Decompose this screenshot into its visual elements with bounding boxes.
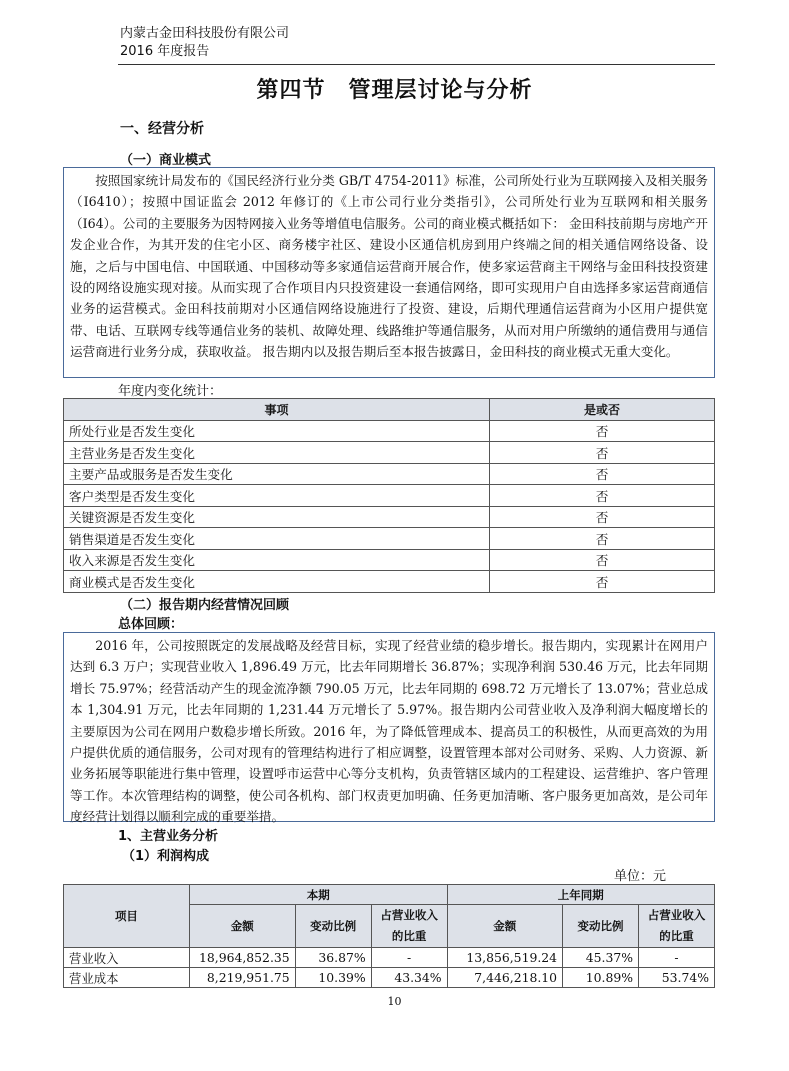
profit-cell-item: 营业收入 [64, 948, 190, 968]
change-item-cell: 商业模式是否发生变化 [64, 571, 490, 593]
change-table-header [64, 399, 715, 421]
col-header-cur-amount: 金额 [189, 905, 295, 948]
business-model-box [63, 167, 715, 378]
profit-heading: （1）利润构成 [122, 849, 210, 864]
page-number: 10 [387, 995, 402, 1008]
col-header-item: 项目 [64, 885, 190, 948]
page-title: 第四节 管理层讨论与分析 [256, 78, 533, 103]
change-value-cell: 否 [490, 549, 715, 571]
col-header-pri-amount: 金额 [447, 905, 562, 948]
change-table [63, 398, 715, 593]
profit-cell-cur-amount: 18,964,852.35 [189, 948, 295, 968]
profit-table-group-header [64, 885, 715, 905]
profit-cell-pri-share: 53.74% [639, 968, 715, 988]
table-row [64, 571, 715, 593]
profit-cell-cur-share: 43.34% [371, 968, 447, 988]
col-header-item: 事项 [64, 399, 490, 421]
change-item-cell: 客户类型是否发生变化 [64, 485, 490, 507]
change-item-cell: 主营业务是否发生变化 [64, 442, 490, 464]
subsection-heading-business-model: （一）商业模式 [120, 153, 212, 168]
profit-cell-pri-amount: 7,446,218.10 [447, 968, 562, 988]
col-group-prior: 上年同期 [447, 885, 714, 905]
profit-cell-cur-share: - [371, 948, 447, 968]
profit-cell-pri-amount: 13,856,519.24 [447, 948, 562, 968]
profit-cell-pri-change: 45.37% [563, 948, 639, 968]
table-row [64, 506, 715, 528]
table-row [64, 442, 715, 464]
section-heading: 一、经营分析 [120, 121, 204, 137]
change-value-cell: 否 [490, 571, 715, 593]
overview-text: 2016 年，公司按照既定的发展战略及经营目标，实现了经营业绩的稳步增长。报告期内，实现累计在网用户达到 6.3 万户；实现营业收入 1,896.49 万元，比去年同期增长 36.87%；实现净利润 530.46 万元，比去年同期增长 75.97%；经营活动产生的现金流净额 790.05 万元，比去年同期的 698.72 万元增长了 13.07%；营业总成本 1,304.91 万元，比去年同期的 1,231.44 万元增长了 5.97%。报告期内公司营业收入及净利润大幅度增长的主要原因为公司在网用户数稳步增长所致。2016 年，为了降低管理成本、提高员工的积极性，从而更高效的为用户提供优质的通信服务，公司对现有的管理结构进行了相应调整，设置管理本部对公司财务、采购、人力资源、新业务拓展等职能进行集中管理，设置呼市运营中心等分支机构，负责管辖区域内的工程建设、运营维护、客户管理等工作。本次管理结构的调整，使公司各机构、部门权责更加明确、任务更加清晰、客户服务更加高效，是公司年度经营计划得以顺利完成的重要举措。 [70, 638, 708, 825]
change-value-cell: 否 [490, 420, 715, 442]
profit-cell-cur-amount: 8,219,951.75 [189, 968, 295, 988]
col-group-current: 本期 [189, 885, 447, 905]
profit-table [63, 884, 715, 988]
overview-box [63, 632, 715, 825]
change-item-cell: 关键资源是否发生变化 [64, 506, 490, 528]
profit-cell-pri-share: - [639, 948, 715, 968]
overview-label: 总体回顾： [118, 617, 184, 632]
col-header-pri-share: 占营业收入的比重 [639, 905, 715, 948]
profit-cell-item: 营业成本 [64, 968, 190, 988]
col-header-cur-share: 占营业收入的比重 [371, 905, 447, 948]
business-model-text: 按照国家统计局发布的《国民经济行业分类 GB/T 4754-2011》标准，公司所处行业为互联网接入及相关服务（I6410）；按照中国证监会 2012 年修订的《上市公司行业分类指引》，公司所处行业为互联网和相关服务（I64）。公司的主要服务为因特网接入业务等增值电信服务。公司的商业模式概括如下： 金田科技前期与房地产开发企业合作，为其开发的住宅小区、商务楼宇社区、建设小区通信机房到用户终端之间的相关通信网络设备、设施，之后与中国电信、中国联通、中国移动等多家通信运营商开展合作，使多家运营商主干网络与金田科技投资建设的网络设施实现对接。从而实现了合作项目内只投资建设一套通信网络，即可实现用户自由选择多家运营商通信业务的运营模式。金田科技前期对小区通信网络设施进行了投资、建设，后期代理通信运营商为小区用户提供宽带、电话、互联网专线等通信业务的装机、故障处理、线路维护等通信服务，从而对用户所缴纳的通信费用与通信运营商进行业务分成，获取收益。 报告期内以及报告期后至本报告披露日，金田科技的商业模式无重大变化。 [70, 173, 708, 360]
profit-cell-cur-change: 36.87% [295, 948, 371, 968]
table-row [64, 948, 715, 968]
profit-cell-pri-change: 10.89% [563, 968, 639, 988]
change-item-cell: 所处行业是否发生变化 [64, 420, 490, 442]
unit-label: 单位：元 [614, 869, 667, 884]
change-stat-label: 年度内变化统计： [118, 384, 223, 399]
change-value-cell: 否 [490, 463, 715, 485]
table-row [64, 463, 715, 485]
change-item-cell: 主要产品或服务是否发生变化 [64, 463, 490, 485]
change-item-cell: 收入来源是否发生变化 [64, 549, 490, 571]
table-row [64, 528, 715, 550]
change-value-cell: 否 [490, 506, 715, 528]
table-row [64, 549, 715, 571]
header-divider [118, 64, 715, 65]
change-value-cell: 否 [490, 442, 715, 464]
table-row [64, 485, 715, 507]
profit-cell-cur-change: 10.39% [295, 968, 371, 988]
subsection-heading-review: （二）报告期内经营情况回顾 [120, 598, 290, 613]
col-header-cur-change: 变动比例 [295, 905, 371, 948]
change-item-cell: 销售渠道是否发生变化 [64, 528, 490, 550]
header-company: 内蒙古金田科技股份有限公司 [120, 26, 290, 41]
change-value-cell: 否 [490, 528, 715, 550]
table-row [64, 968, 715, 988]
col-header-pri-change: 变动比例 [563, 905, 639, 948]
col-header-yes-no: 是或否 [490, 399, 715, 421]
table-row [64, 420, 715, 442]
change-value-cell: 否 [490, 485, 715, 507]
header-report: 2016 年度报告 [120, 44, 210, 59]
main-business-heading: 1、主营业务分析 [118, 829, 219, 844]
